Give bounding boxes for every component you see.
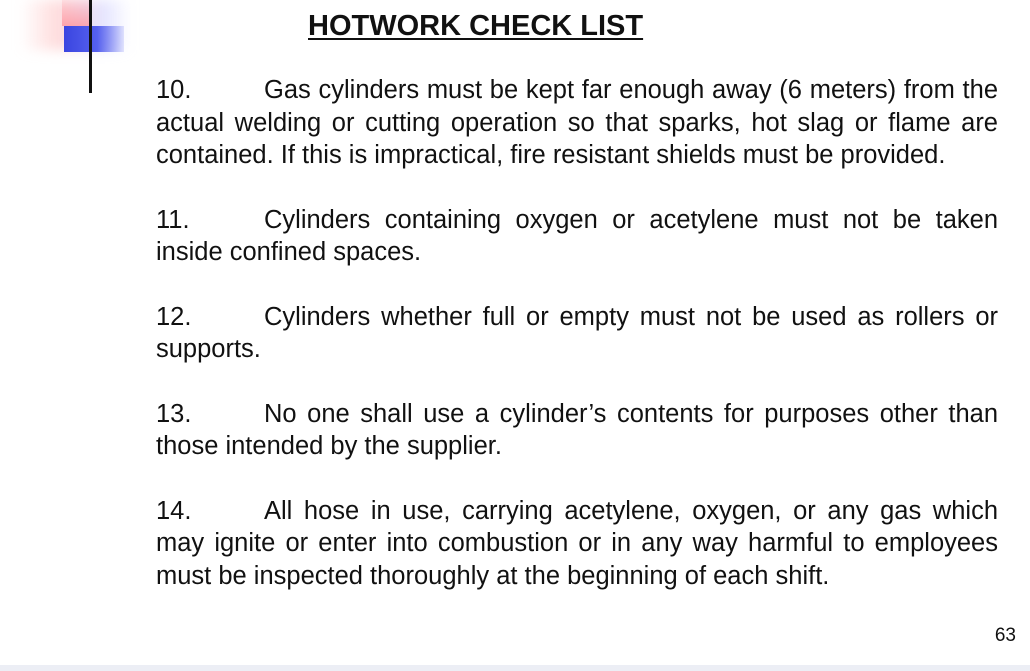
item-number: 14. [156,496,192,525]
checklist-item [156,74,998,172]
item-text: Gas cylinders must be kept far enough away (6 meters) from the actual welding or cutting operation so that sparks, hot slag or flame are contained. If this is impractical, fire resistant shields must be provided. [156,76,998,169]
item-text: Cylinders containing oxygen or acetylene must not be taken inside confined spaces. [156,205,998,266]
checklist-item [156,495,998,593]
item-number: 11. [156,205,190,234]
corner-pink-block [62,0,92,26]
item-number: 10. [156,76,192,104]
checklist-item [156,398,998,463]
item-text: Cylinders whether full or empty must not be used as rollers or supports. [156,302,998,363]
item-text: No one shall use a cylinder’s contents for purposes other than those intended by the supplier. [156,399,998,460]
page-number: 63 [994,625,1016,646]
slide-corner-decoration [0,0,140,95]
checklist [156,74,998,624]
checklist-item [156,204,998,269]
item-number: 13. [156,399,192,428]
corner-blue-block [64,26,124,52]
corner-vertical-line [89,0,92,93]
checklist-item [156,301,998,366]
page-title: HOTWORK CHECK LIST [308,10,644,42]
item-text: All hose in use, carrying acetylene, oxygen, or any gas which may ignite or enter into combustion or in any way harmful to employees must be inspected thoroughly at the beginning of each shift. [156,496,998,590]
item-number: 12. [156,302,192,331]
bottom-divider [0,665,1030,671]
